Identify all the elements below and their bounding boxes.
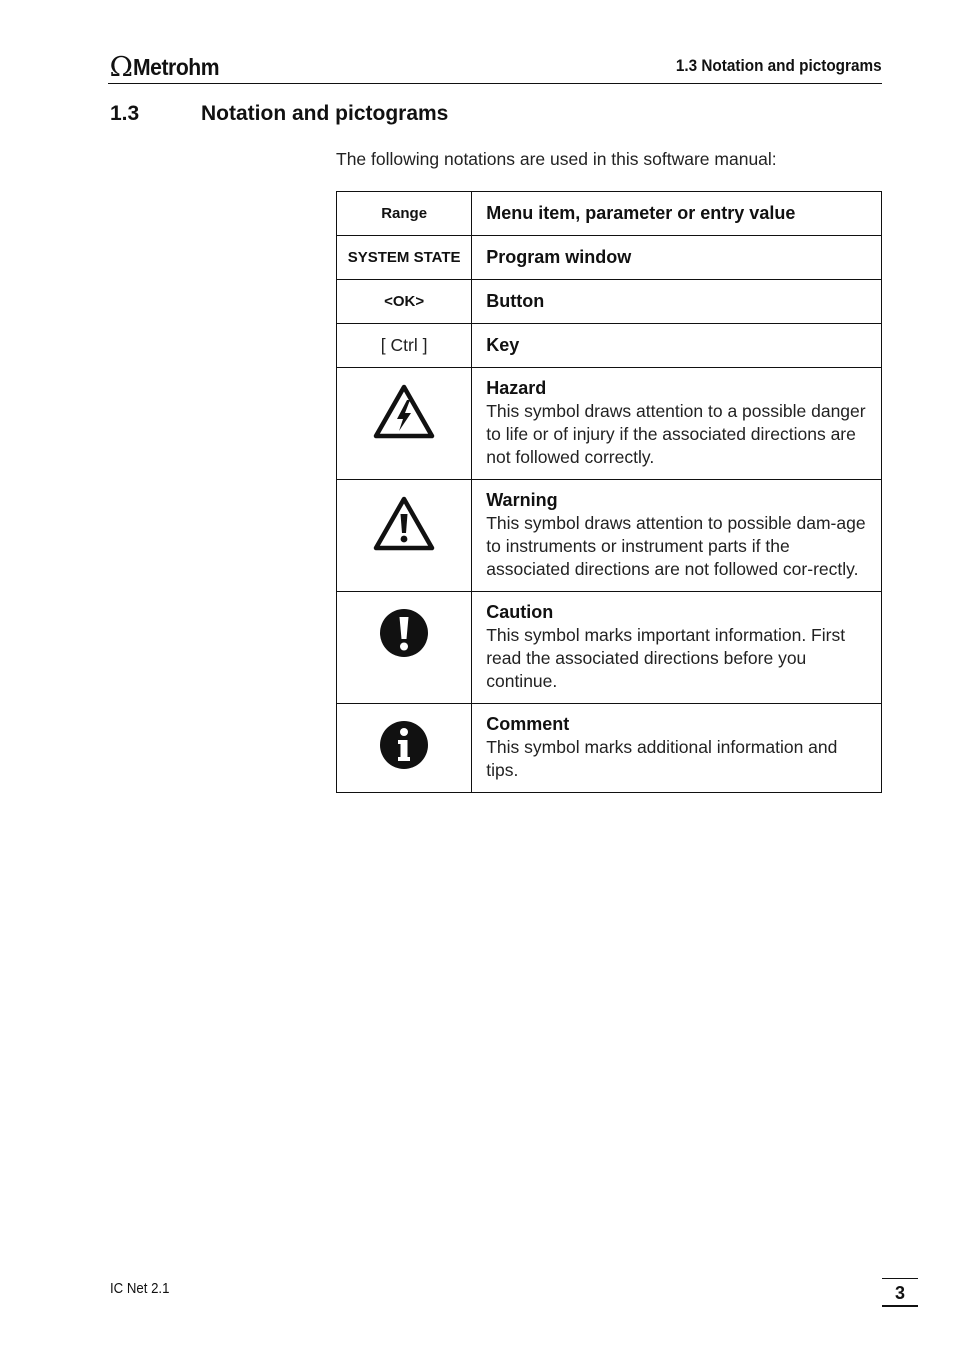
caution-icon xyxy=(379,608,429,658)
pictogram-cell xyxy=(337,704,472,793)
notation-symbol: [ Ctrl ] xyxy=(337,324,472,368)
notation-table xyxy=(336,191,882,793)
hazard-icon xyxy=(373,384,435,440)
pictogram-description xyxy=(472,592,882,704)
table-row xyxy=(337,280,882,324)
notation-description: Button xyxy=(472,280,882,324)
pictogram-title: Comment xyxy=(486,714,570,734)
header-divider xyxy=(108,83,882,84)
pictogram-title: Warning xyxy=(486,490,558,510)
table-row xyxy=(337,480,882,592)
pictogram-text: This symbol marks additional information and tips. xyxy=(486,737,838,780)
notation-description: Program window xyxy=(472,236,882,280)
page-number-box xyxy=(882,1278,918,1307)
notation-description: Menu item, parameter or entry value xyxy=(472,192,882,236)
pictogram-description xyxy=(472,368,882,480)
footer-product: IC Net 2.1 xyxy=(110,1280,170,1297)
comment-icon xyxy=(379,720,429,770)
table-row xyxy=(337,236,882,280)
table-row xyxy=(337,192,882,236)
section-title: Notation and pictograms xyxy=(201,102,449,125)
pictogram-title: Caution xyxy=(486,602,554,622)
pictogram-title: Hazard xyxy=(486,378,547,398)
table-row xyxy=(337,368,882,480)
logo-text: Metrohm xyxy=(133,53,220,80)
notation-symbol: SYSTEM STATE xyxy=(337,236,472,280)
notation-description: Key xyxy=(472,324,882,368)
page-number: 3 xyxy=(894,1283,905,1303)
omega-logo-icon: Ω xyxy=(109,51,133,83)
section-number: 1.3 xyxy=(110,102,140,125)
pictogram-description xyxy=(472,704,882,793)
pictogram-cell xyxy=(337,368,472,480)
intro-paragraph: The following notations are used in this software manual: xyxy=(336,149,777,169)
pictogram-cell xyxy=(337,592,472,704)
notation-symbol: <OK> xyxy=(337,280,472,324)
metrohm-logo xyxy=(110,52,227,82)
pictogram-cell xyxy=(337,480,472,592)
pictogram-description xyxy=(472,480,882,592)
section-heading xyxy=(110,102,448,126)
pictogram-text: This symbol draws attention to a possible danger to life or of injury if the associated directions are not followed correctly. xyxy=(486,401,866,467)
table-row xyxy=(337,592,882,704)
table-row xyxy=(337,324,882,368)
pictogram-text: This symbol marks important information. First read the associated directions before you continue. xyxy=(486,625,846,691)
notation-symbol: Range xyxy=(337,192,472,236)
warning-icon xyxy=(373,496,435,552)
table-row xyxy=(337,704,882,793)
running-header-section: 1.3 Notation and pictograms xyxy=(676,56,882,75)
pictogram-text: This symbol draws attention to possible dam-age to instruments or instrument parts if the associated directions are not followed cor-rectly. xyxy=(486,513,866,579)
